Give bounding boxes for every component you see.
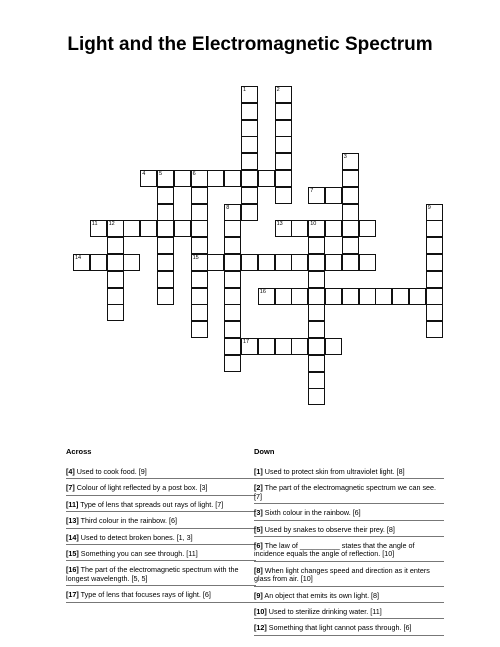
clue-number: [4] <box>66 467 75 476</box>
grid-cell[interactable] <box>140 220 157 237</box>
grid-cell[interactable] <box>191 170 208 187</box>
grid-cell[interactable] <box>157 220 174 237</box>
clue-number: [1] <box>254 467 263 476</box>
grid-cell[interactable] <box>325 220 342 237</box>
grid-cell[interactable] <box>291 338 308 355</box>
clue-number-label: 6 <box>192 171 196 177</box>
grid-cell[interactable] <box>275 120 292 137</box>
grid-cell[interactable] <box>426 204 443 221</box>
grid-cell[interactable] <box>191 220 208 237</box>
clue-text: Used to protect skin from ultraviolet light. [8] <box>262 467 405 476</box>
grid-cell[interactable] <box>325 288 342 305</box>
grid-cell[interactable] <box>224 220 241 237</box>
grid-cell[interactable] <box>308 220 325 237</box>
clue-number: [8] <box>254 565 263 575</box>
clue-number-label: 5 <box>159 171 163 177</box>
down-clue <box>254 466 444 479</box>
clue-number-label: 3 <box>343 154 347 161</box>
down-clue <box>254 540 444 562</box>
grid-cell[interactable] <box>275 187 292 204</box>
across-clue <box>66 589 256 602</box>
grid-cell[interactable] <box>224 170 241 187</box>
grid-cell[interactable] <box>241 254 258 271</box>
grid-cell[interactable] <box>73 254 90 271</box>
grid-cell[interactable] <box>107 288 124 305</box>
grid-cell[interactable] <box>392 288 409 305</box>
clue-text: When light changes speed and direction as it enters glass from air. [10] <box>254 565 430 584</box>
grid-cell[interactable] <box>157 271 174 288</box>
across-clue <box>66 564 256 586</box>
grid-cell[interactable] <box>258 338 275 355</box>
clue-number: [13] <box>66 516 79 526</box>
across-clue <box>66 532 256 545</box>
across-clue-list <box>66 466 266 603</box>
clue-number: [7] <box>66 483 75 493</box>
grid-cell[interactable] <box>224 304 241 321</box>
grid-cell[interactable] <box>191 321 208 338</box>
grid-cell[interactable] <box>107 254 124 271</box>
across-clue <box>66 548 256 561</box>
clue-text: Used to cook food. [9] <box>74 467 147 476</box>
grid-cell[interactable] <box>342 170 359 187</box>
across-clues <box>66 447 266 606</box>
clue-number-label: 14 <box>75 255 82 261</box>
grid-cell[interactable] <box>426 288 443 305</box>
clue-number: [2] <box>254 483 263 493</box>
clue-number-label: 7 <box>310 187 314 194</box>
clue-text: Type of lens that spreads out rays of light. [7] <box>78 499 224 509</box>
grid-cell[interactable] <box>426 321 443 338</box>
clue-number: [9] <box>254 590 263 600</box>
grid-cell[interactable] <box>191 237 208 254</box>
clue-text: Used to sterilize drinking water. [11] <box>266 607 382 617</box>
grid-cell[interactable] <box>275 288 292 305</box>
grid-cell[interactable] <box>258 170 275 187</box>
grid-cell[interactable] <box>291 288 308 305</box>
grid-cell[interactable] <box>90 254 107 271</box>
clue-number-label: 8 <box>226 204 230 211</box>
grid-cell[interactable] <box>191 187 208 204</box>
clue-number: [12] <box>254 623 267 633</box>
grid-cell[interactable] <box>157 170 174 187</box>
clue-text: Something that light cannot pass through. [6] <box>266 623 412 633</box>
grid-cell[interactable] <box>224 321 241 338</box>
grid-cell[interactable] <box>241 136 258 153</box>
grid-cell[interactable] <box>325 254 342 271</box>
grid-cell[interactable] <box>241 338 258 355</box>
grid-cell[interactable] <box>342 288 359 305</box>
grid-cell[interactable] <box>342 204 359 221</box>
across-heading: Across <box>66 447 92 456</box>
clue-text: Used to detect broken bones. [1, 3] <box>78 532 193 542</box>
clue-text: Something you can see through. [11] <box>78 549 198 559</box>
grid-cell[interactable] <box>275 170 292 187</box>
grid-cell[interactable] <box>191 271 208 288</box>
grid-cell[interactable] <box>426 254 443 271</box>
clue-number: [14] <box>66 532 79 542</box>
grid-cell[interactable] <box>275 254 292 271</box>
grid-cell[interactable] <box>291 220 308 237</box>
grid-cell[interactable] <box>275 220 292 237</box>
grid-cell[interactable] <box>275 153 292 170</box>
clue-text: Sixth colour in the rainbow. [6] <box>262 508 361 518</box>
clue-number-label: 1 <box>243 87 247 93</box>
grid-cell[interactable] <box>359 254 376 271</box>
clue-number-label: 12 <box>108 221 115 228</box>
down-clue <box>254 565 444 587</box>
grid-cell[interactable] <box>308 372 325 389</box>
grid-cell[interactable] <box>90 220 107 237</box>
grid-cell[interactable] <box>140 170 157 187</box>
down-clue-list <box>254 466 454 636</box>
grid-cell[interactable] <box>342 254 359 271</box>
grid-cell[interactable] <box>207 170 224 187</box>
grid-cell[interactable] <box>342 187 359 204</box>
clue-number: [17] <box>66 590 79 600</box>
grid-cell[interactable] <box>224 237 241 254</box>
grid-cell[interactable] <box>224 338 241 355</box>
page-title: Light and the Electromagnetic Spectrum <box>67 34 433 55</box>
grid-cell[interactable] <box>342 237 359 254</box>
grid-cell[interactable] <box>241 103 258 120</box>
down-clue <box>254 524 444 537</box>
grid-cell[interactable] <box>107 220 124 237</box>
grid-cell[interactable] <box>174 170 191 187</box>
across-clue <box>66 499 256 512</box>
grid-cell[interactable] <box>241 170 258 187</box>
grid-cell[interactable] <box>308 187 325 204</box>
clue-number-label: 13 <box>276 221 283 228</box>
grid-cell[interactable] <box>426 304 443 321</box>
clue-number-label: 11 <box>91 221 98 228</box>
grid-cell[interactable] <box>342 220 359 237</box>
clue-number: [15] <box>66 549 79 559</box>
grid-cell[interactable] <box>325 338 342 355</box>
across-clue <box>66 515 256 528</box>
clue-number: [16] <box>66 565 79 575</box>
grid-cell[interactable] <box>207 254 224 271</box>
down-clue <box>254 606 444 619</box>
down-clue <box>254 482 444 504</box>
grid-cell[interactable] <box>359 288 376 305</box>
grid-cell[interactable] <box>258 288 275 305</box>
grid-cell[interactable] <box>325 187 342 204</box>
down-clue <box>254 507 444 520</box>
grid-cell[interactable] <box>426 271 443 288</box>
clue-number-label: 17 <box>243 339 250 345</box>
grid-cell[interactable] <box>308 288 325 305</box>
grid-cell[interactable] <box>359 220 376 237</box>
grid-cell[interactable] <box>157 254 174 271</box>
clue-number-label: 2 <box>276 87 280 93</box>
grid-cell[interactable] <box>308 355 325 372</box>
grid-cell[interactable] <box>308 304 325 321</box>
across-clue <box>66 466 256 479</box>
down-clue <box>254 622 444 635</box>
grid-cell[interactable] <box>241 120 258 137</box>
clue-text: Third colour in the rainbow. [6] <box>78 516 177 526</box>
clue-number: [11] <box>66 499 79 509</box>
grid-cell[interactable] <box>409 288 426 305</box>
clue-text: The part of the electromagnetic spectrum we can see. [7] <box>254 483 437 501</box>
clue-number-label: 10 <box>310 221 317 228</box>
clue-number-label: 16 <box>259 288 266 295</box>
grid-cell[interactable] <box>308 388 325 405</box>
grid-cell[interactable] <box>275 338 292 355</box>
grid-cell[interactable] <box>191 254 208 271</box>
grid-cell[interactable] <box>123 254 140 271</box>
grid-cell[interactable] <box>157 204 174 221</box>
grid-cell[interactable] <box>241 204 258 221</box>
grid-cell[interactable] <box>174 220 191 237</box>
grid-cell[interactable] <box>426 237 443 254</box>
grid-cell[interactable] <box>241 187 258 204</box>
clue-number-label: 9 <box>427 204 431 211</box>
clue-number: [6] <box>254 541 263 551</box>
grid-cell[interactable] <box>107 304 124 321</box>
down-clues <box>254 447 454 639</box>
clue-number: [5] <box>254 524 263 534</box>
clue-number: [3] <box>254 508 263 518</box>
across-clue <box>66 482 256 495</box>
grid-cell[interactable] <box>308 271 325 288</box>
clue-text: The part of the electromagnetic spectrum with the longest wavelength. [5, 5] <box>66 565 239 583</box>
clue-number: [10] <box>254 607 267 617</box>
grid-cell[interactable] <box>308 338 325 355</box>
grid-cell[interactable] <box>191 288 208 305</box>
grid-cell[interactable] <box>107 237 124 254</box>
grid-cell[interactable] <box>275 136 292 153</box>
clue-text: Used by snakes to observe their prey. [8] <box>262 524 395 534</box>
grid-cell[interactable] <box>342 153 359 170</box>
grid-cell[interactable] <box>308 321 325 338</box>
grid-cell[interactable] <box>275 86 292 103</box>
down-clue <box>254 590 444 603</box>
grid-cell[interactable] <box>157 187 174 204</box>
grid-cell[interactable] <box>107 271 124 288</box>
grid-cell[interactable] <box>375 288 392 305</box>
grid-cell[interactable] <box>275 103 292 120</box>
grid-cell[interactable] <box>241 153 258 170</box>
grid-cell[interactable] <box>191 304 208 321</box>
clue-number-label: 15 <box>192 255 199 261</box>
clue-text: Colour of light reflected by a post box. [3] <box>74 483 208 493</box>
grid-cell[interactable] <box>291 254 308 271</box>
grid-cell[interactable] <box>224 271 241 288</box>
grid-cell[interactable] <box>191 204 208 221</box>
clue-text: The law of __________ states that the angle of incidence equals the angle of reflection. [10] <box>254 541 415 559</box>
grid-cell[interactable] <box>224 254 241 271</box>
clue-text: An object that emits its own light. [8] <box>262 590 380 600</box>
grid-cell[interactable] <box>308 254 325 271</box>
grid-cell[interactable] <box>308 237 325 254</box>
grid-cell[interactable] <box>157 288 174 305</box>
grid-cell[interactable] <box>241 86 258 103</box>
grid-cell[interactable] <box>224 355 241 372</box>
down-heading: Down <box>254 447 275 456</box>
grid-cell[interactable] <box>224 204 241 221</box>
grid-cell[interactable] <box>258 254 275 271</box>
grid-cell[interactable] <box>157 237 174 254</box>
grid-cell[interactable] <box>224 288 241 305</box>
clue-number-label: 4 <box>142 171 146 177</box>
grid-cell[interactable] <box>123 220 140 237</box>
grid-cell[interactable] <box>426 220 443 237</box>
clue-text: Type of lens that focuses rays of light. [6] <box>78 590 211 600</box>
